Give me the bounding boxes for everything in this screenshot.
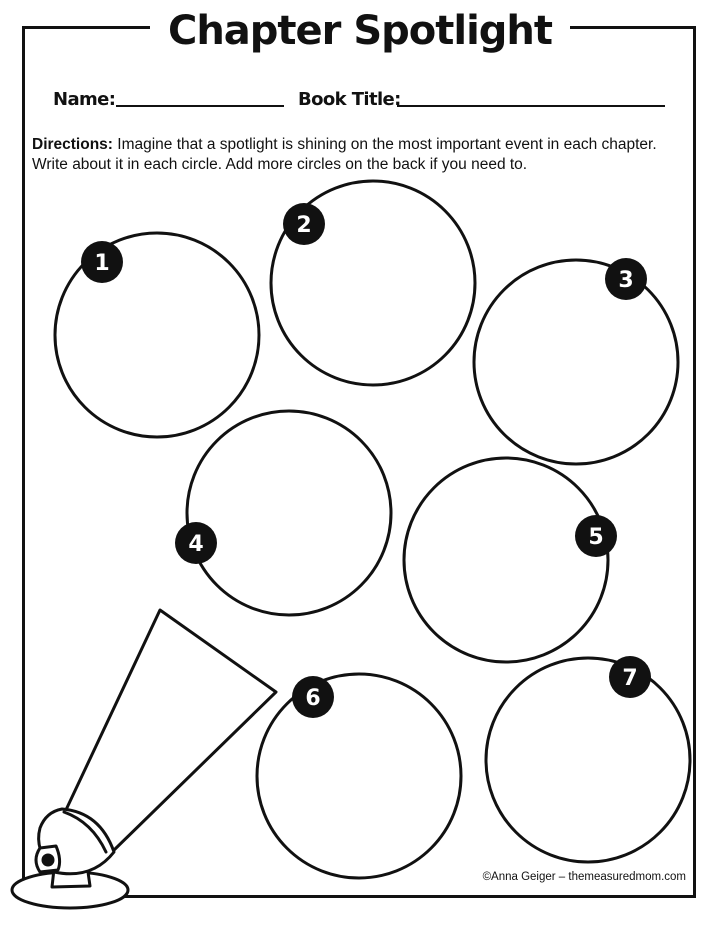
directions-body: Imagine that a spotlight is shining on the most important event in each chapter. Write about it in each circle. Add more circles on the back if you need to.	[32, 136, 657, 173]
spotlight-circle-7[interactable]	[486, 658, 690, 862]
number-label-7: 7	[622, 666, 638, 691]
spotlight-icon	[12, 610, 276, 908]
book-title-label: Book Title:	[298, 89, 401, 110]
page-title: Chapter Spotlight	[150, 2, 570, 60]
number-badge-5	[575, 515, 617, 557]
number-label-6: 6	[305, 686, 321, 711]
spotlight-circle-3[interactable]	[474, 260, 678, 464]
number-label-1: 1	[94, 251, 110, 276]
number-label-3: 3	[618, 268, 634, 293]
light-beam	[65, 610, 276, 852]
copyright-credit: ©Anna Geiger – themeasuredmom.com	[482, 871, 686, 883]
number-badge-1	[81, 241, 123, 283]
spotlight-circle-5[interactable]	[404, 458, 608, 662]
number-badge-2	[283, 203, 325, 245]
spotlight-circle-4[interactable]	[187, 411, 391, 615]
spotlight-circle-6[interactable]	[257, 674, 461, 878]
number-badge-4	[175, 522, 217, 564]
number-badge-3	[605, 258, 647, 300]
number-badge-6	[292, 676, 334, 718]
number-label-5: 5	[588, 525, 604, 550]
spotlight-bolt	[43, 855, 53, 865]
number-label-2: 2	[296, 213, 312, 238]
name-label: Name:	[53, 89, 116, 110]
directions-lead: Directions:	[32, 136, 113, 153]
number-label-4: 4	[188, 532, 204, 557]
number-badge-7	[609, 656, 651, 698]
